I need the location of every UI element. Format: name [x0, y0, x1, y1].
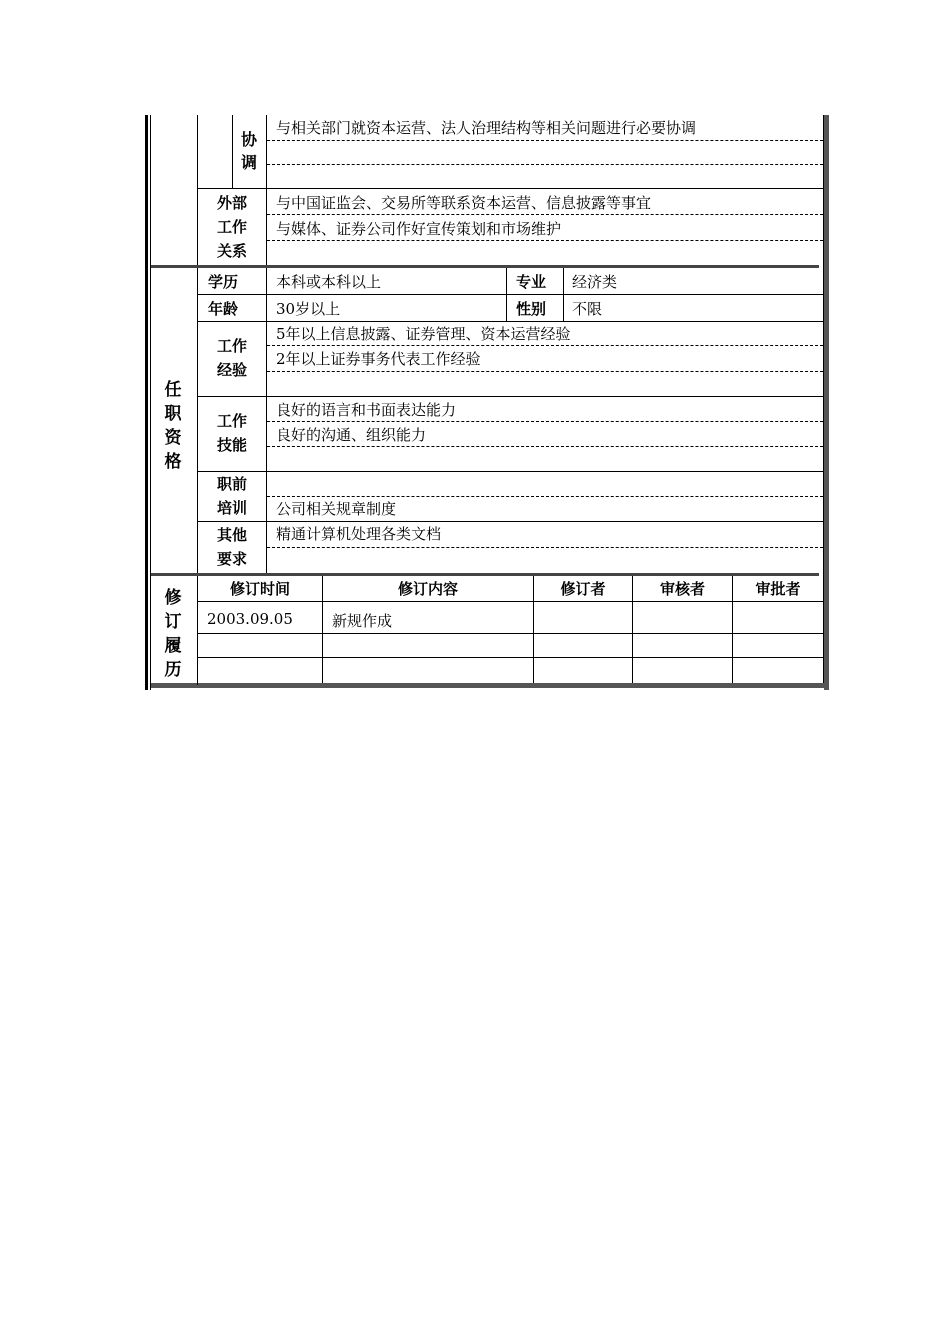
row-divider	[198, 396, 824, 397]
dash-line	[267, 446, 823, 447]
major-value: 经济类	[572, 273, 618, 291]
other-requirements-label	[204, 523, 260, 571]
external-item-2: 与媒体、证券公司作好宣传策划和市场维护	[276, 220, 562, 238]
qualifications-section-label: 任职资格	[164, 380, 182, 472]
rev-header-approver: 审批者	[755, 580, 801, 598]
external-relations-label	[204, 191, 260, 263]
dash-line	[267, 214, 823, 215]
rev-row-1-content: 新规作成	[332, 612, 393, 630]
skills-label	[204, 409, 260, 457]
label-line: 关系	[216, 242, 247, 260]
other-item-1: 精通计算机处理各类文档	[276, 525, 442, 543]
outer-left-border-inner	[150, 115, 151, 690]
rev-header-reviser: 修订者	[560, 580, 606, 598]
right-shadow	[824, 115, 829, 690]
label-line: 培训	[216, 499, 247, 517]
skills-item-1: 良好的语言和书面表达能力	[276, 401, 457, 419]
internal-item-1: 与相关部门就资本运营、法人治理结构等相关问题进行必要协调	[276, 119, 697, 137]
education-label: 学历	[208, 273, 239, 291]
dash-line	[267, 496, 823, 497]
dash-line	[267, 421, 823, 422]
rev-row-1-time: 2003.09.05	[207, 610, 293, 628]
external-item-1: 与中国证监会、交易所等联系资本运营、信息披露等事宜	[276, 194, 652, 212]
section-separator	[151, 573, 819, 576]
label-line: 工作	[216, 412, 247, 430]
label-line: 工作	[216, 337, 247, 355]
label-line: 外部	[216, 194, 247, 212]
row-divider	[198, 521, 824, 522]
gender-label: 性别	[516, 300, 547, 318]
row-divider	[198, 294, 824, 295]
row-divider	[198, 657, 824, 658]
label-line: 经验	[216, 361, 247, 379]
coord-inner-left	[232, 115, 233, 188]
section-separator	[151, 265, 819, 268]
experience-label	[204, 334, 260, 382]
section-column-border	[197, 115, 198, 685]
row-divider	[198, 471, 824, 472]
dash-line	[267, 240, 823, 241]
row-divider	[198, 633, 824, 634]
dash-line	[267, 164, 823, 165]
training-label	[204, 472, 260, 520]
experience-item-1: 5年以上信息披露、证券管理、资本运营经验	[276, 325, 571, 343]
rev-header-content: 修订内容	[397, 580, 458, 598]
rev-header-reviewer: 审核者	[659, 580, 705, 598]
rev-header-time: 修订时间	[229, 580, 290, 598]
row-divider	[198, 601, 824, 602]
outer-left-border	[145, 115, 148, 690]
age-value: 30岁以上	[276, 300, 341, 318]
row-divider	[198, 188, 824, 189]
label-line: 工作	[216, 218, 247, 236]
dash-line	[267, 345, 823, 346]
row-divider	[198, 321, 824, 322]
internal-coordination-label: 协调	[240, 130, 257, 172]
training-item-2: 公司相关规章制度	[276, 500, 397, 518]
skills-item-2: 良好的沟通、组织能力	[276, 426, 427, 444]
label-line: 技能	[216, 436, 247, 454]
gender-value: 不限	[572, 300, 603, 318]
dash-line	[267, 140, 823, 141]
revision-section-label: 修订履历	[164, 588, 182, 680]
dash-line	[267, 547, 823, 548]
bottom-shadow	[151, 683, 829, 688]
age-label: 年龄	[208, 300, 239, 318]
education-value: 本科或本科以上	[276, 273, 382, 291]
experience-item-2: 2年以上证券事务代表工作经验	[276, 350, 481, 368]
label-line: 要求	[216, 550, 247, 568]
label-line: 其他	[216, 526, 247, 544]
dash-line	[267, 371, 823, 372]
major-label: 专业	[516, 273, 547, 291]
label-line: 职前	[216, 475, 247, 493]
coord-content-left	[266, 115, 267, 265]
